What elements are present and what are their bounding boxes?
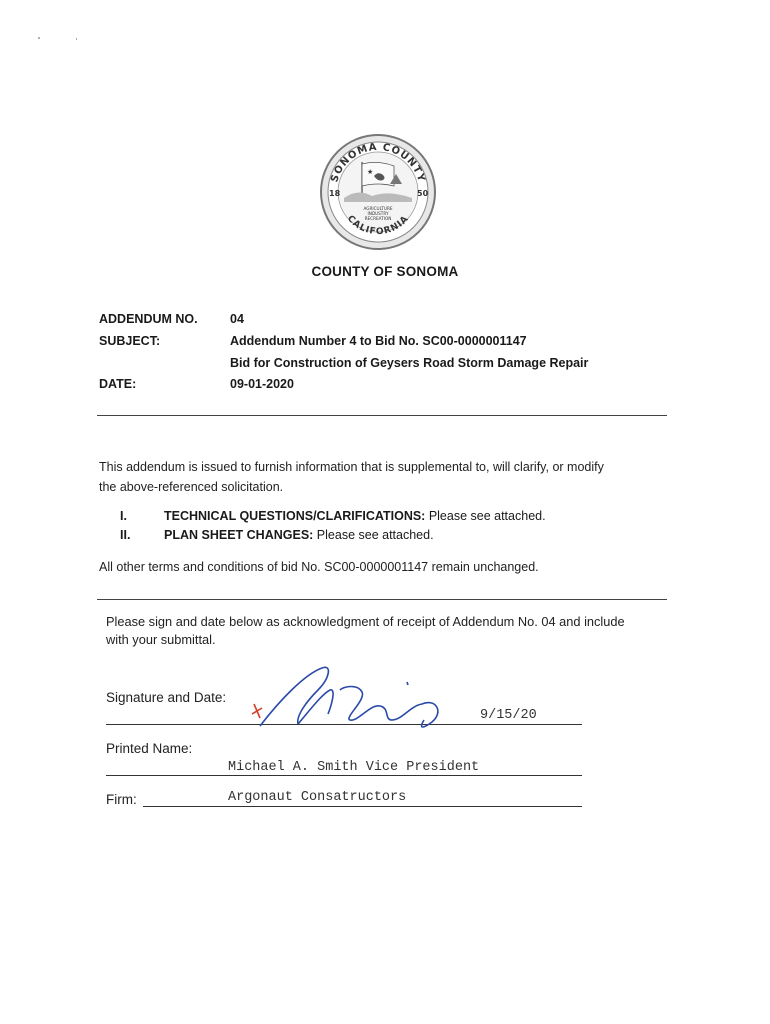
acknowledgment-instructions <box>106 613 625 649</box>
svg-text:INDUSTRY: INDUSTRY <box>367 211 389 216</box>
item-technical-questions <box>164 509 546 523</box>
printed-name-label: Printed Name: <box>106 741 193 756</box>
scan-speck <box>76 38 77 40</box>
item-text: Please see attached. <box>313 528 434 542</box>
date-value: 09-01-2020 <box>230 377 294 391</box>
divider <box>97 415 667 416</box>
county-seal-logo <box>318 132 438 252</box>
firm-line <box>143 806 582 807</box>
svg-text:CALIFORNIA: CALIFORNIA <box>344 213 412 238</box>
item-plan-sheet-changes <box>164 528 434 542</box>
subject-value-line2: Bid for Construction of Geysers Road Storm Damage Repair <box>230 356 589 370</box>
divider <box>97 599 667 600</box>
printed-name-line <box>106 775 582 776</box>
signature-date: 9/15/20 <box>480 708 537 723</box>
firm-value: Argonaut Consatructors <box>228 790 407 805</box>
svg-text:AGRICULTURE: AGRICULTURE <box>363 206 393 211</box>
intro-line-1: This addendum is issued to furnish information that is supplemental to, will clarify, or modify <box>99 460 604 474</box>
handwritten-signature <box>240 660 455 735</box>
firm-label: Firm: <box>106 792 137 807</box>
item-numeral: I. <box>120 509 127 523</box>
item-numeral: II. <box>120 528 131 542</box>
signature-label: Signature and Date: <box>106 690 227 705</box>
subject-value-line1: Addendum Number 4 to Bid No. SC00-0000001147 <box>230 334 527 348</box>
addendum-number-label: ADDENDUM NO. <box>99 312 198 326</box>
acknowledgment-line-1: Please sign and date below as acknowledgment of receipt of Addendum No. 04 and include <box>106 614 625 629</box>
svg-text:SONOMA COUNTY: SONOMA COUNTY <box>329 141 427 184</box>
svg-text:RECREATION: RECREATION <box>364 216 392 221</box>
printed-name-value: Michael A. Smith Vice President <box>228 760 480 775</box>
scan-speck <box>38 37 40 39</box>
item-number <box>120 509 127 523</box>
intro-line-2: the above-referenced solicitation. <box>99 480 284 494</box>
document-title: COUNTY OF SONOMA <box>311 264 459 279</box>
addendum-number-value: 04 <box>230 312 244 326</box>
subject-label: SUBJECT: <box>99 334 161 348</box>
acknowledgment-line-2: with your submittal. <box>106 632 216 647</box>
date-label: DATE: <box>99 377 137 391</box>
item-text: Please see attached. <box>425 509 546 523</box>
intro-paragraph <box>99 457 604 497</box>
svg-text:50: 50 <box>417 189 429 198</box>
closing-statement: All other terms and conditions of bid No. SC00-0000001147 remain unchanged. <box>99 560 539 574</box>
item-heading: TECHNICAL QUESTIONS/CLARIFICATIONS: <box>164 509 426 523</box>
svg-text:★: ★ <box>367 169 374 176</box>
item-heading: PLAN SHEET CHANGES: <box>164 528 314 542</box>
svg-text:18: 18 <box>329 189 341 198</box>
item-number <box>120 528 130 542</box>
